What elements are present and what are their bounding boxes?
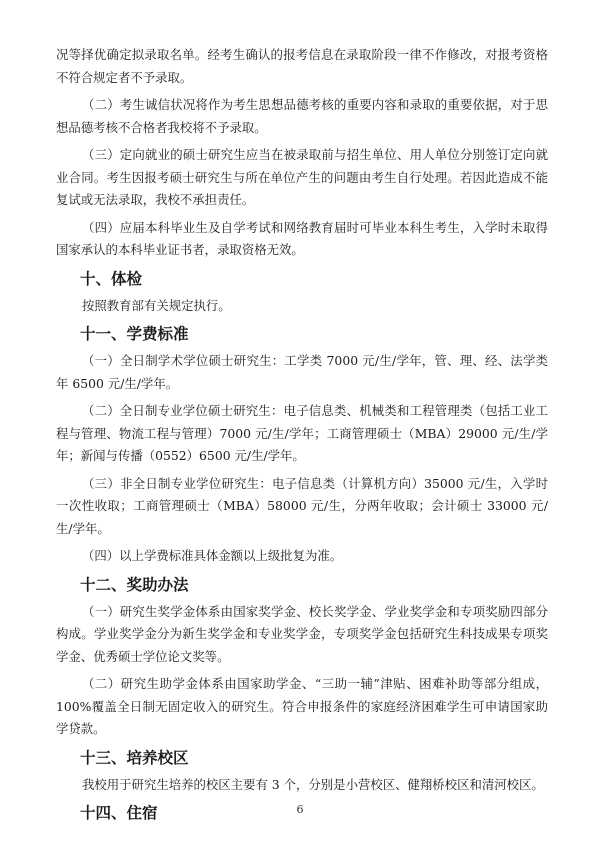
- body-paragraph: （一）研究生奖学金体系由国家奖学金、校长奖学金、学业奖学金和专项奖励四部分构成。学业奖学金分为新生奖学金和专业奖学金，专项奖学金包括研究生科技成果专项奖学金、优秀硕士学位论文奖等。: [56, 603, 548, 664]
- section-heading-campus: 十三、培养校区: [80, 748, 189, 767]
- body-paragraph: （四）以上学费标准具体金额以上级批复为准。: [82, 548, 343, 563]
- body-paragraph: （二）研究生助学金体系由国家助学金、“三助一辅”津贴、困难补助等部分组成，100%覆盖全日制无固定收入的研究生。符合申报条件的家庭经济困难学生可申请国家助学贷款。: [56, 676, 548, 736]
- body-paragraph: （二）全日制专业学位硕士研究生：电子信息类、机械类和工程管理类（包括工业工程与管理、物流工程与管理）7000 元/生/学年；工商管理硕士（MBA）29000 元/生/学年；新闻与传播（0552）6500 元/生/学年。: [56, 403, 548, 463]
- section-heading-tuition: 十一、学费标准: [80, 325, 189, 343]
- body-paragraph: （三）非全日制专业学位研究生：电子信息类（计算机方向）35000 元/生，入学时一次性收取；工商管理硕士（MBA）58000 元/生，分两年收取；会计硕士 33000 元/生/学年。: [56, 475, 548, 536]
- body-paragraph: （二）考生诚信状况将作为考生思想品德考核的重要内容和录取的重要依据，对于思想品德考核不合格者我校将不予录取。: [56, 97, 548, 135]
- body-paragraph: 况等择优确定拟录取名单。经考生确认的报考信息在录取阶段一律不作修改，对报考资格不符合规定者不予录取。: [56, 47, 548, 85]
- page-content: [56, 44, 548, 829]
- section-heading-accommodation: 十四、住宿: [80, 804, 158, 822]
- body-paragraph: 我校用于研究生培养的校区主要有 3 个，分别是小营校区、健翔桥校区和清河校区。: [82, 776, 544, 792]
- body-paragraph: （三）定向就业的硕士研究生应当在被录取前与招生单位、用人单位分别签订定向就业合同。考生因报考硕士研究生与所在单位产生的问题由考生自行处理。若因此造成不能复试或无法录取，我校不承担责任。: [56, 147, 548, 207]
- page-number: 6: [296, 803, 304, 816]
- body-paragraph: （一）全日制学术学位硕士研究生：工学类 7000 元/生/学年，管、理、经、法学类年 6500 元/生/学年。: [56, 353, 548, 391]
- body-paragraph: （四）应届本科毕业生及自学考试和网络教育届时可毕业本科生考生，入学时未取得国家承认的本科毕业证书者，录取资格无效。: [56, 219, 548, 257]
- body-paragraph: 按照教育部有关规定执行。: [82, 297, 231, 313]
- section-heading-physical-exam: 十、体检: [80, 269, 143, 288]
- section-heading-scholarships: 十二、奖助办法: [80, 575, 189, 594]
